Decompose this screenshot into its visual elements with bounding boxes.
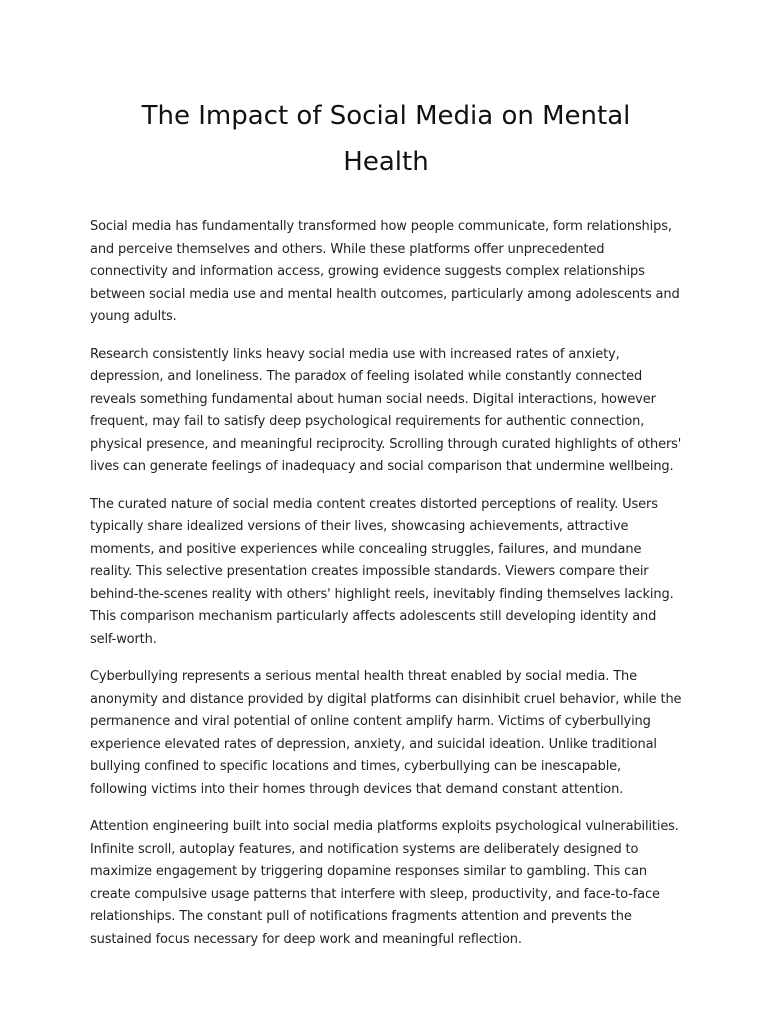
paragraph-curated-content: The curated nature of social media content creates distorted perceptions of reality. Users typically share idealized versions of their lives, showcasing achievements, attractive moments, and positive experiences while concealing struggles, failures, and mundane reality. This selective presentation creates impossible standards. Viewers compare their behind-the-scenes reality with others' highlight reels, inevitably finding themselves lacking. This comparison mechanism particularly affects adolescents still developing identity and self-worth. — [90, 496, 674, 647]
document-page — [90, 93, 682, 966]
paragraph-research: Research consistently links heavy social media use with increased rates of anxiety, depression, and loneliness. The paradox of feeling isolated while constantly connected reveals something fundamental about human social needs. Digital interactions, however frequent, may fail to satisfy deep psychological requirements for authentic connection, physical presence, and meaningful reciprocity. Scrolling through curated highlights of others' lives can generate feelings of inadequacy and social comparison that undermine wellbeing. — [90, 346, 682, 474]
paragraph-cyberbullying: Cyberbullying represents a serious mental health threat enabled by social media. The anonymity and distance provided by digital platforms can disinhibit cruel behavior, while the permanence and viral potential of online content amplify harm. Victims of cyberbullying experience elevated rates of depression, anxiety, and suicidal ideation. Unlike traditional bullying confined to specific locations and times, cyberbullying can be inescapable, following victims into their homes through devices that demand constant attention. — [90, 669, 682, 797]
document-title: The Impact of Social Media on Mental Health — [141, 101, 631, 177]
paragraph-intro: Social media has fundamentally transformed how people communicate, form relationships, and perceive themselves and others. While these platforms offer unprecedented connectivity and information access, growing evidence suggests complex relationships between social media use and mental health outcomes, particularly among adolescents and young adults. — [90, 219, 680, 324]
paragraph-attention-engineering: Attention engineering built into social media platforms exploits psychological vulnerabilities. Infinite scroll, autoplay features, and notification systems are deliberately designed to maximize engagement by triggering dopamine responses similar to gambling. This can create compulsive usage patterns that interfere with sleep, productivity, and face-to-face relationships. The constant pull of notifications fragments attention and prevents the sustained focus necessary for deep work and meaningful reflection. — [90, 819, 679, 947]
